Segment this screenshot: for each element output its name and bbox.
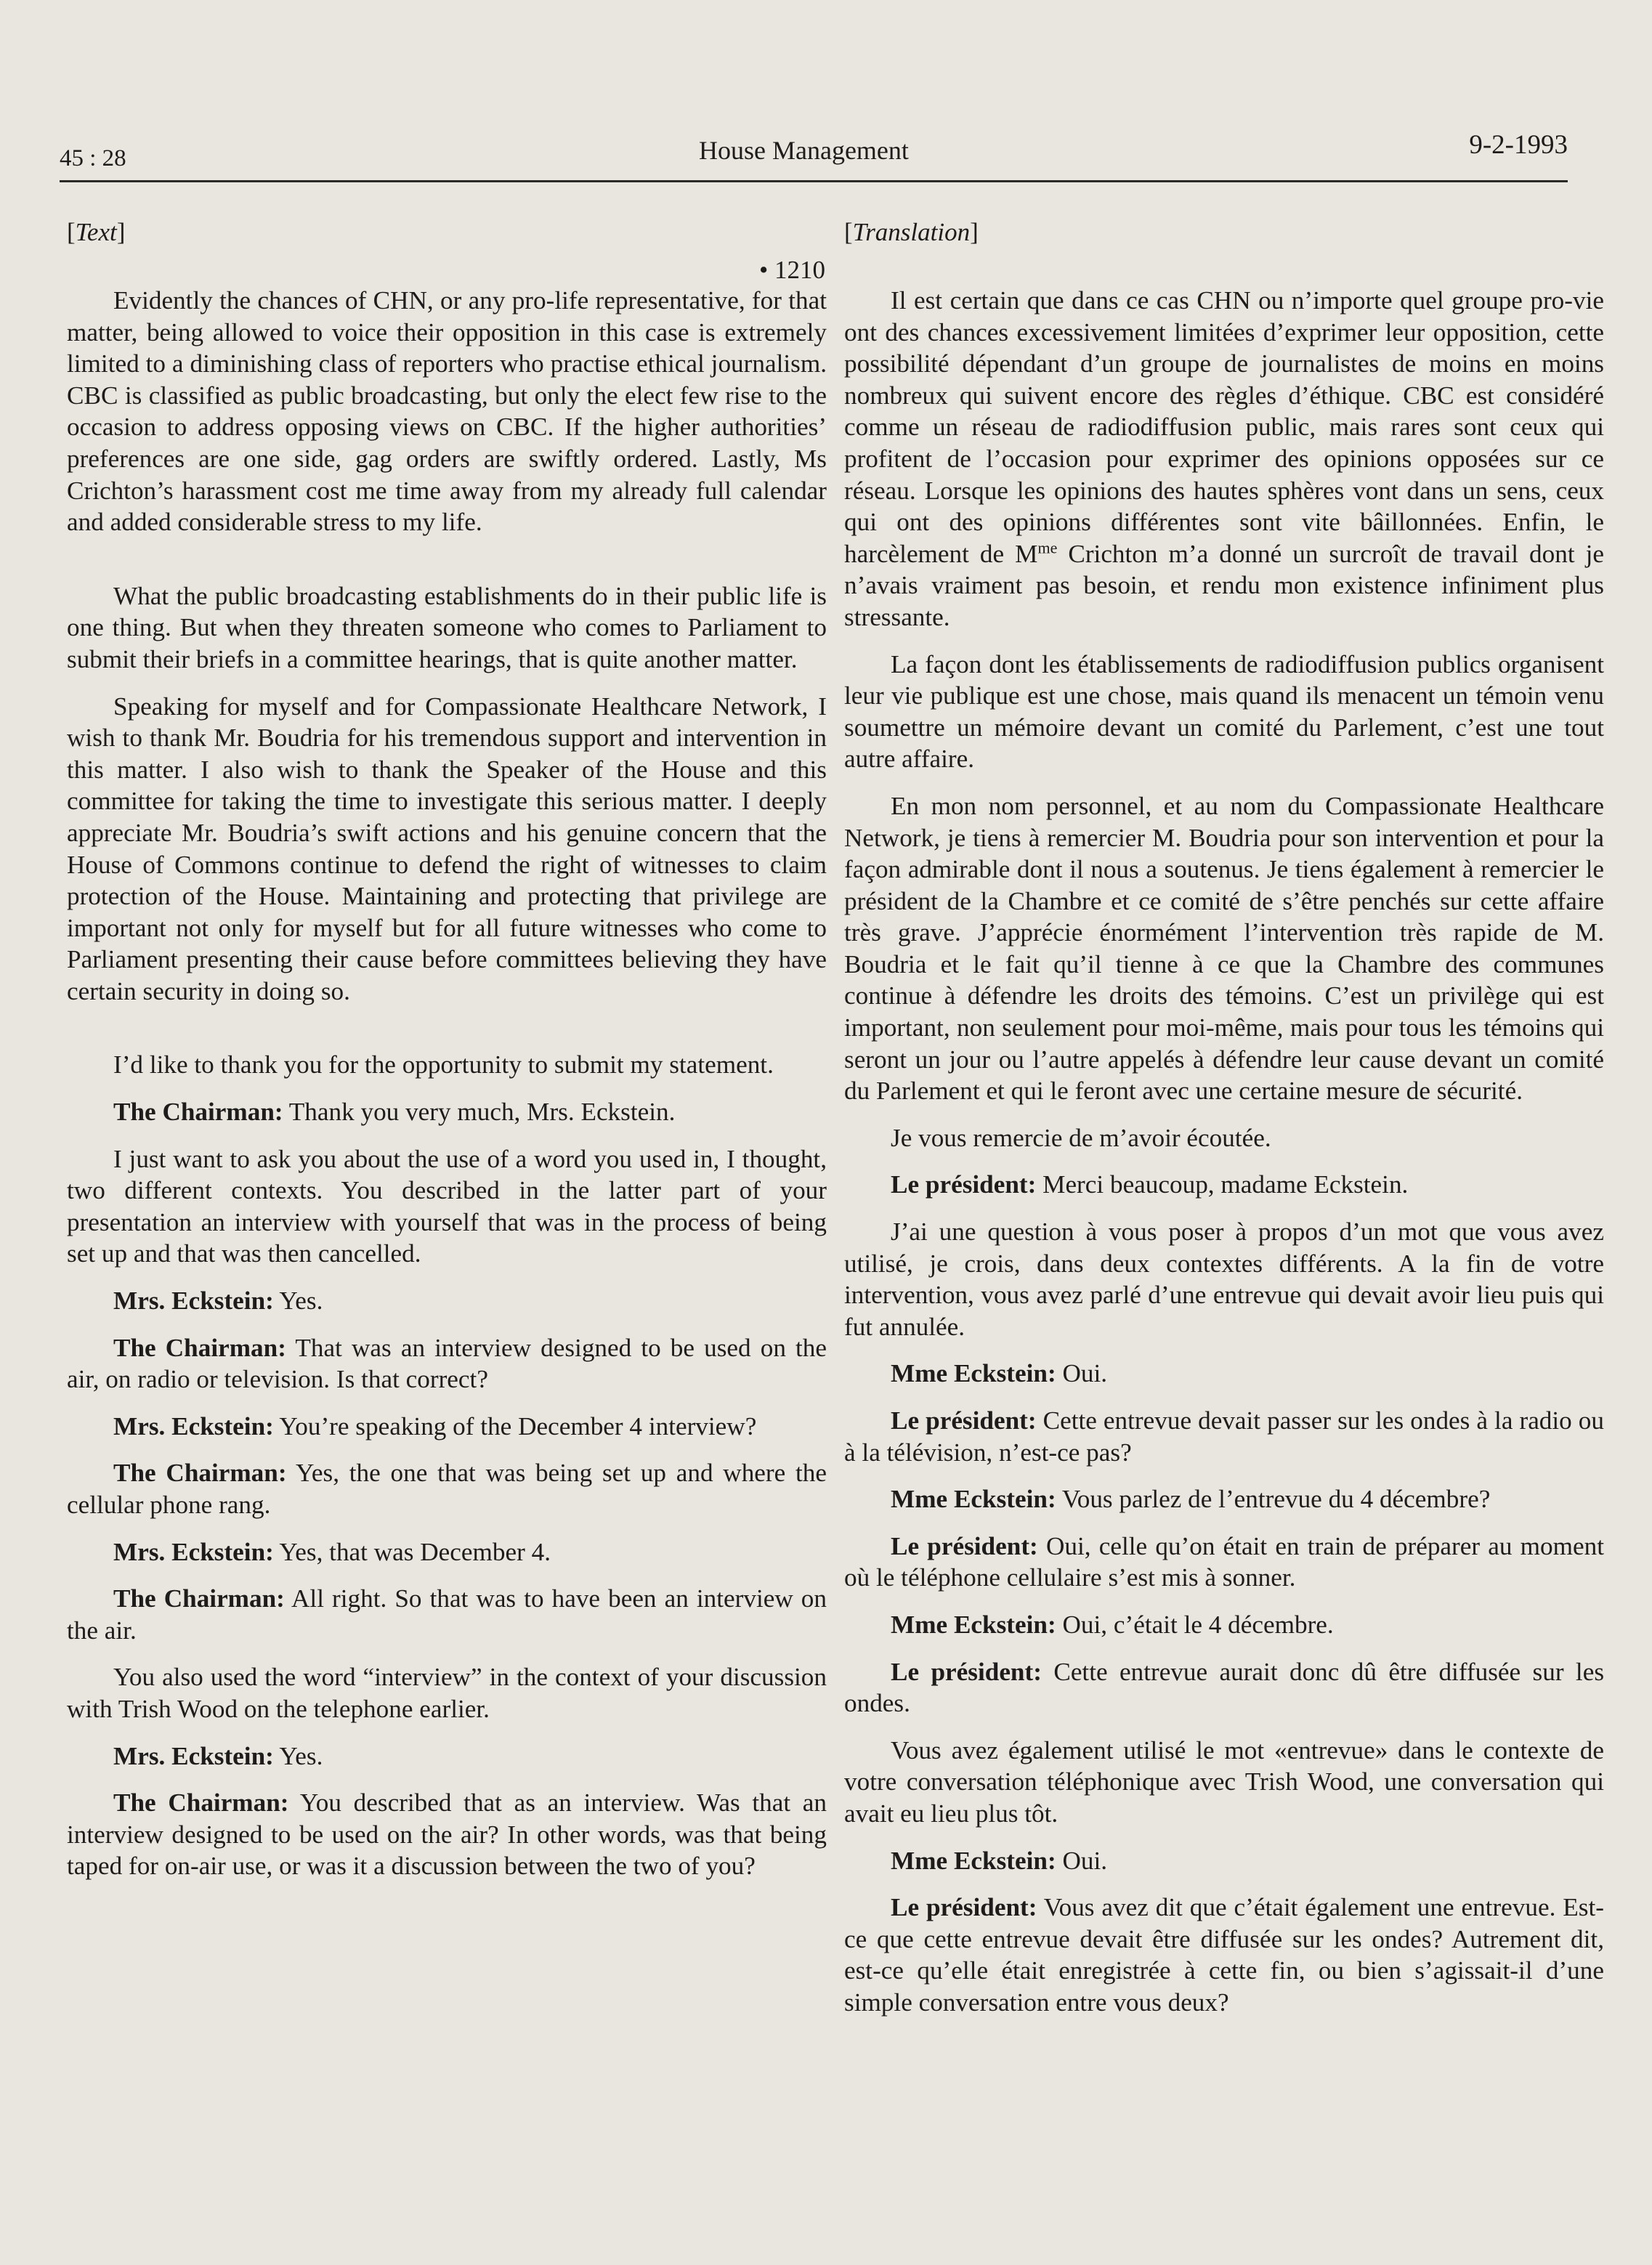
paragraph-text: Cette entrevue devait passer sur les ondes à la radio ou à la télévision, n’est-ce pas?: [844, 1406, 1604, 1467]
paragraph-text: That was an interview designed to be used on the air, on radio or television. Is that correct?: [67, 1333, 827, 1394]
paragraph: [844, 1358, 1604, 1390]
paragraph: [67, 1583, 827, 1646]
speaker-name: Le président:: [891, 1657, 1042, 1686]
paragraph-text: Il est certain que dans ce cas CHN ou n’importe quel groupe pro-vie ont des chances excessivement limitées d’exprimer leur opposition, cette possibilité dépendant d’un groupe de journalistes de moins en moins nombreux qui suivent encore des règles d’éthique. CBC est considéré comme un réseau de radiodiffusion public, mais rares sont ceux qui profitent de l’occasion pour exprimer des opinions opposées sur ce réseau. Lorsque les opinions des hautes sphères vont dans un sens, ceux qui ont des opinions différentes sont vite bâillonnées. Enfin, le harcèlement de M: [844, 286, 1604, 568]
speaker-name: Mrs. Eckstein:: [113, 1411, 274, 1441]
paragraph-text: You’re speaking of the December 4 interview?: [279, 1411, 757, 1441]
paragraph-text: Vous parlez de l’entrevue du 4 décembre?: [1061, 1485, 1491, 1514]
paragraph-text: Je vous remercie de m’avoir écoutée.: [891, 1123, 1271, 1152]
paragraph-text: I’d like to thank you for the opportunity to submit my statement.: [113, 1050, 774, 1079]
paragraph-text: Yes.: [279, 1741, 323, 1770]
paragraph-text: Thank you very much, Mrs. Eckstein.: [288, 1098, 676, 1127]
paragraph-text: La façon dont les établissements de radiodiffusion publics organisent leur vie publique est une chose, mais quand ils menacent un témoin venu soumettre un mémoire devant un comité du Parlement, c’est une tout autre affaire.: [844, 649, 1604, 774]
paragraph: [67, 1332, 827, 1395]
paragraph: [844, 1892, 1604, 2018]
paragraph: [844, 1169, 1604, 1201]
paragraph-text-continued: Crichton m’a donné un surcroît de travail dont je n’avais vraiment pas besoin, et rendu mon existence infiniment plus stressante.: [844, 539, 1604, 631]
speaker-name: Le président:: [891, 1531, 1038, 1560]
paragraph-text: All right. So that was to have been an interview on the air.: [67, 1584, 827, 1645]
paragraph: [67, 1787, 827, 1882]
paragraph-text: You described that as an interview. Was that an interview designed to be used on the air? In other words, was that being taped for on-air use, or was it a discussion between the two of you?: [67, 1788, 827, 1881]
paragraph-text: What the public broadcasting establishments do in their public life is one thing. But when they threaten someone who comes to Parliament to submit their briefs in a committee hearings, that is quite another matter.: [67, 581, 827, 673]
paragraph-text: Yes, the one that was being set up and where the cellular phone rang.: [67, 1459, 827, 1519]
paragraph: [844, 1609, 1604, 1641]
paragraph-text: You also used the word “interview” in the context of your discussion with Trish Wood on the telephone earlier.: [67, 1663, 827, 1723]
paragraph: [844, 1735, 1604, 1830]
speaker-name: Mme Eckstein:: [891, 1359, 1056, 1388]
english-column: [67, 216, 827, 1897]
paragraph-text: Oui.: [1062, 1359, 1108, 1388]
paragraph: [844, 1483, 1604, 1515]
paragraph-text: En mon nom personnel, et au nom du Compassionate Healthcare Network, je tiens à remercier M. Boudria pour son intervention et pour la façon admirable dont il nous a soutenus. Je tiens également à remercier le président de la Chambre et ce comité de s’être penchés sur cette affaire très grave. J’apprécie énormément l’intervention très rapide de M. Boudria et le fait qu’il tienne à ce que la Chambre des communes continue à défendre les droits des témoins. C’est un privilège qui est important, non seulement pour moi-même, mais pour tous les témoins qui seront un jour ou l’autre appelés à défendre leur cause devant un comité du Parlement et qui le feront avec une certaine mesure de sécurité.: [844, 791, 1604, 1106]
time-marker: • 1210: [758, 256, 825, 284]
paragraph-text: Merci beaucoup, madame Eckstein.: [1042, 1170, 1409, 1199]
speaker-name: Mme Eckstein:: [891, 1846, 1056, 1875]
paragraph: [67, 1096, 827, 1128]
speaker-name: Le président:: [891, 1406, 1037, 1435]
paragraph: [844, 1405, 1604, 1468]
speaker-name: The Chairman:: [113, 1584, 285, 1613]
paragraph-text: Yes.: [279, 1287, 323, 1316]
paragraph: [844, 790, 1604, 1107]
speaker-name: Mrs. Eckstein:: [113, 1287, 274, 1316]
page-date: 9-2-1993: [1469, 130, 1568, 160]
paragraph: [844, 285, 1604, 633]
page-number: 45 : 28: [60, 145, 126, 171]
running-title: House Management: [699, 136, 909, 165]
paragraph: [844, 1122, 1604, 1154]
paragraph-text: Vous avez dit que c’était également une entrevue. Est-ce que cette entrevue devait être diffusée sur les ondes? Autrement dit, est-ce qu’elle était enregistrée à cette fin, ou bien s’agissait-il d’une simple conversation entre vous deux?: [844, 1893, 1604, 2017]
paragraph: [844, 649, 1604, 775]
paragraph: [844, 1656, 1604, 1719]
speaker-name: The Chairman:: [113, 1333, 286, 1362]
paragraph: [67, 1457, 827, 1520]
paragraph-text: Evidently the chances of CHN, or any pro-life representative, for that matter, being allowed to voice their opposition in this case is extremely limited to a diminishing class of reporters who practise ethical journalism. CBC is classified as public broadcasting, but only the elect few rise to the occasion to address opposing views on CBC. If the higher authorities’ preferences are one side, gag orders are swiftly ordered. Lastly, Ms Crichton’s harassment cost me time away from my already full calendar and added considerable stress to my life.: [67, 286, 827, 537]
paragraph-text: Yes, that was December 4.: [279, 1537, 551, 1566]
paragraph-text: Cette entrevue aurait donc dû être diffusée sur les ondes.: [844, 1657, 1605, 1718]
paragraph: [67, 580, 827, 676]
paragraph-text: Speaking for myself and for Compassionate Healthcare Network, I wish to thank Mr. Boudria for his tremendous support and intervention in this matter. I also wish to thank the Speaker of the House and this committee for taking the time to investigate this serious matter. I deeply appreciate Mr. Boudria’s swift actions and his genuine concern that the House of Commons continue to defend the right of witnesses to claim protection of the House. Maintaining and protecting that privilege are important not only for myself but for all future witnesses who come to Parliament presenting their cause before committees believing they have certain security in doing so.: [67, 692, 827, 1005]
speaker-name: Mme Eckstein:: [891, 1610, 1056, 1639]
column-tag: [Text]: [67, 218, 126, 246]
paragraph: [844, 1216, 1604, 1342]
french-column: [844, 216, 1604, 2034]
speaker-name: Mrs. Eckstein:: [113, 1537, 274, 1566]
speaker-name: Le président:: [891, 1170, 1037, 1199]
paragraph-text: I just want to ask you about the use of a word you used in, I thought, two different contexts. You described in the latter part of your presentation an interview with yourself that was in the process of being set up and that was then cancelled.: [67, 1144, 827, 1268]
paragraph: [67, 1143, 827, 1270]
paragraph: [67, 691, 827, 1008]
speaker-name: Mme Eckstein:: [891, 1485, 1056, 1514]
paragraph: [67, 1285, 827, 1317]
paragraph-text: Oui, celle qu’on était en train de préparer au moment où le téléphone cellulaire s’est mis à sonner.: [844, 1531, 1605, 1592]
paragraph-text: J’ai une question à vous poser à propos d’un mot que vous avez utilisé, je crois, dans deux contextes différents. A la fin de votre intervention, vous avez parlé d’une entrevue qui devait avoir lieu puis qui fut annulée.: [844, 1217, 1604, 1341]
superscript: me: [1037, 538, 1058, 557]
paragraph: [67, 1411, 827, 1443]
speaker-name: The Chairman:: [113, 1788, 289, 1818]
paragraph-text: Oui.: [1062, 1846, 1108, 1875]
page-header: [60, 129, 1568, 182]
paragraph: [67, 285, 827, 538]
speaker-name: Le président:: [891, 1893, 1037, 1922]
paragraph: [844, 1531, 1604, 1594]
paragraph: [67, 1741, 827, 1772]
speaker-name: The Chairman:: [113, 1459, 287, 1488]
paragraph: [67, 1536, 827, 1568]
paragraph: [67, 1661, 827, 1725]
paragraph-text: Oui, c’était le 4 décembre.: [1062, 1610, 1334, 1639]
speaker-name: Mrs. Eckstein:: [113, 1741, 274, 1770]
paragraph: [67, 1049, 827, 1081]
paragraph: [844, 1845, 1604, 1877]
paragraph-text: Vous avez également utilisé le mot «entrevue» dans le contexte de votre conversation téléphonique avec Trish Wood, une conversation qui avait eu lieu plus tôt.: [844, 1735, 1604, 1828]
speaker-name: The Chairman:: [113, 1098, 283, 1127]
column-tag: [Translation]: [844, 218, 979, 246]
